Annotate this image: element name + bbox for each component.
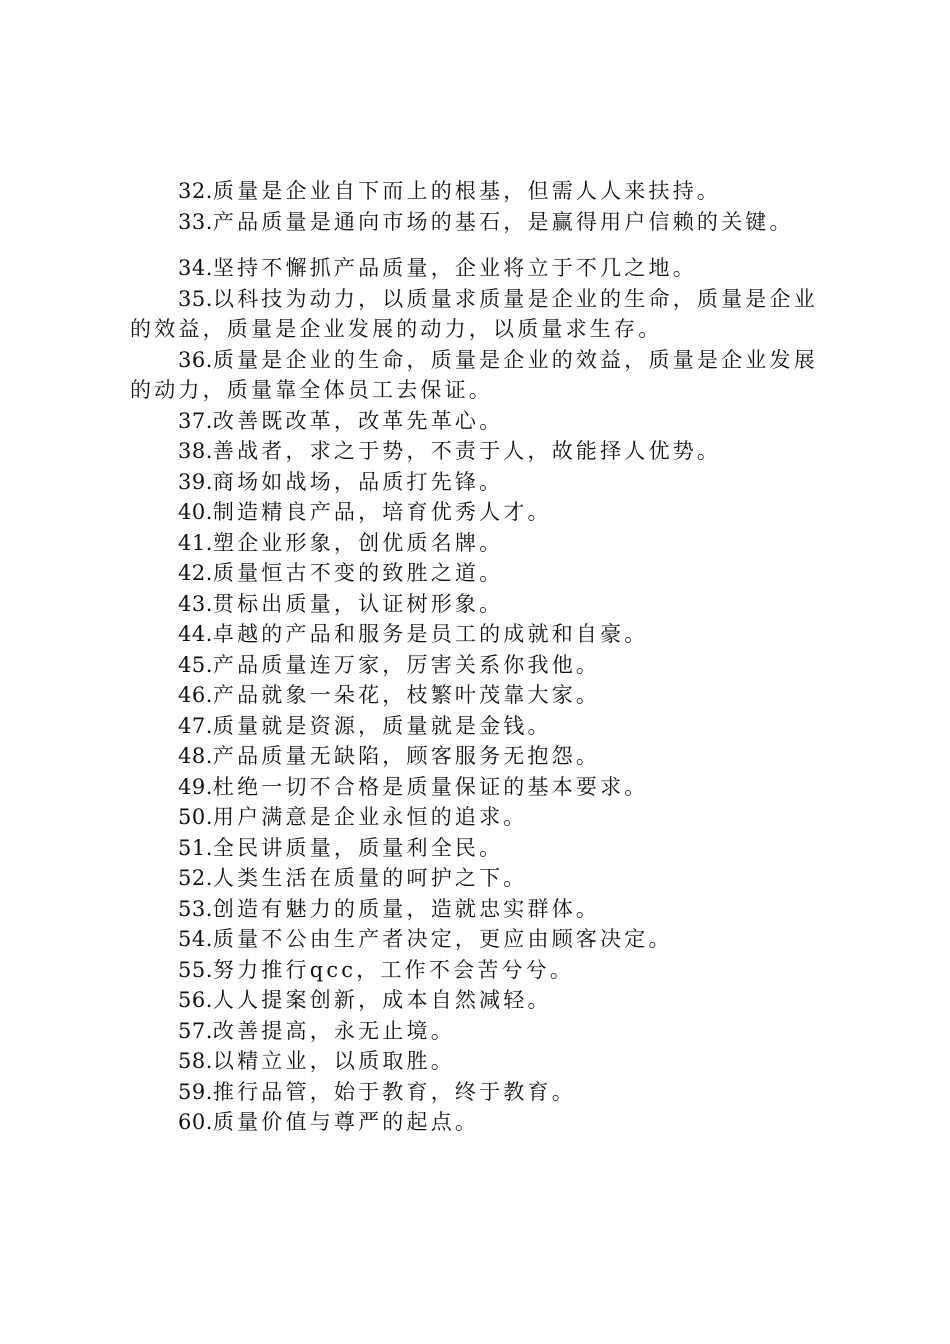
list-item <box>130 619 830 650</box>
item-number: 55. <box>178 957 213 982</box>
item-text: 人人提案创新，成本自然减轻。 <box>212 988 552 1012</box>
item-number: 48. <box>178 744 213 768</box>
item-number: 38. <box>178 439 213 463</box>
list-item <box>130 1107 830 1138</box>
list-item <box>130 589 830 620</box>
list-item <box>130 345 830 406</box>
list-item <box>130 772 830 803</box>
item-text: 质量是企业的生命，质量是企业的效益，质量是企业发展的动力，质量靠全体员工去保证。 <box>130 347 818 402</box>
item-text: 用户满意是企业永恒的追求。 <box>212 805 528 829</box>
item-number: 53. <box>178 896 213 921</box>
list-item <box>130 680 830 711</box>
item-text: 杜绝一切不合格是质量保证的基本要求。 <box>212 774 649 799</box>
item-text: 塑企业形象，创优质名牌。 <box>212 530 504 555</box>
item-text: 改善提高，永无止境。 <box>212 1018 455 1043</box>
item-number: 57. <box>178 1018 213 1043</box>
item-text: 创造有魅力的质量，造就忠实群体。 <box>212 896 601 921</box>
item-number: 46. <box>178 683 213 707</box>
list-item <box>130 924 830 955</box>
item-text: 善战者，求之于势，不责于人，故能择人优势。 <box>212 439 722 463</box>
list-item <box>130 802 830 833</box>
list-item <box>130 985 830 1016</box>
item-text: 以科技为动力，以质量求质量是企业的生命，质量是企业的效益，质量是企业发展的动力，以质量求生存。 <box>130 286 818 341</box>
item-number: 42. <box>178 561 213 585</box>
item-number: 33. <box>178 209 213 234</box>
item-number: 49. <box>178 774 213 799</box>
item-number: 50. <box>178 805 213 829</box>
item-number: 54. <box>178 927 213 951</box>
item-text: 质量不公由生产者决定，更应由顾客决定。 <box>212 927 673 951</box>
item-text: 商场如战场，品质打先锋。 <box>212 469 504 494</box>
item-number: 36. <box>178 347 213 372</box>
list-item <box>130 467 830 498</box>
item-number: 59. <box>178 1079 213 1104</box>
list-item <box>130 497 830 528</box>
list-item <box>130 558 830 589</box>
item-text: 质量就是资源，质量就是金钱。 <box>212 713 552 738</box>
item-text: 制造精良产品，培育优秀人才。 <box>212 500 552 524</box>
item-text: 产品就象一朵花，枝繁叶茂靠大家。 <box>212 683 601 707</box>
list-item <box>130 528 830 559</box>
item-text: 产品质量无缺陷，顾客服务无抱怨。 <box>212 744 601 768</box>
item-number: 41. <box>178 530 213 555</box>
item-text: 推行品管，始于教育，终于教育。 <box>212 1079 576 1104</box>
item-text: 全民讲质量，质量利全民。 <box>212 835 504 860</box>
item-text: 以精立业，以质取胜。 <box>212 1049 455 1073</box>
item-number: 52. <box>178 866 213 890</box>
item-number: 58. <box>178 1049 213 1073</box>
item-text: 贯标出质量，认证树形象。 <box>212 591 504 616</box>
item-number: 40. <box>178 500 213 524</box>
item-number: 37. <box>178 408 213 433</box>
item-text: 质量价值与尊严的起点。 <box>212 1110 480 1134</box>
item-text: 改善既改革，改革先革心。 <box>212 408 504 433</box>
item-number: 60. <box>178 1110 213 1134</box>
item-text: 卓越的产品和服务是员工的成就和自豪。 <box>212 622 649 646</box>
list-item <box>130 436 830 467</box>
list-item <box>130 711 830 742</box>
list-item <box>130 284 830 345</box>
list-item <box>130 955 830 986</box>
item-number: 32. <box>178 179 213 203</box>
list-item <box>130 833 830 864</box>
item-number: 47. <box>178 713 213 738</box>
item-number: 35. <box>178 286 213 311</box>
item-text: 产品质量连万家，厉害关系你我他。 <box>212 652 601 677</box>
item-number: 34. <box>178 256 213 280</box>
list-item <box>130 894 830 925</box>
item-number: 51. <box>178 835 213 860</box>
list-item <box>130 1077 830 1108</box>
item-text: 人类生活在质量的呵护之下。 <box>212 866 528 890</box>
item-text: 产品质量是通向市场的基石，是赢得用户信赖的关键。 <box>212 209 794 234</box>
item-text: 坚持不懈抓产品质量，企业将立于不几之地。 <box>212 256 697 280</box>
list-item <box>130 863 830 894</box>
list-item <box>130 176 830 207</box>
item-number: 43. <box>178 591 213 616</box>
item-number: 56. <box>178 988 213 1012</box>
list-item <box>130 1046 830 1077</box>
list-item <box>130 1016 830 1047</box>
item-text: 质量是企业自下而上的根基，但需人人来扶持。 <box>212 179 722 203</box>
item-number: 45. <box>178 652 213 677</box>
item-text: 努力推行qcc，工作不会苦兮兮。 <box>212 957 575 982</box>
list-item <box>130 650 830 681</box>
item-text: 质量恒古不变的致胜之道。 <box>212 561 504 585</box>
list-item <box>130 207 830 238</box>
list-item <box>130 253 830 284</box>
item-number: 39. <box>178 469 213 494</box>
list-item <box>130 741 830 772</box>
item-number: 44. <box>178 622 213 646</box>
list-item <box>130 406 830 437</box>
slogan-list <box>130 176 830 1138</box>
